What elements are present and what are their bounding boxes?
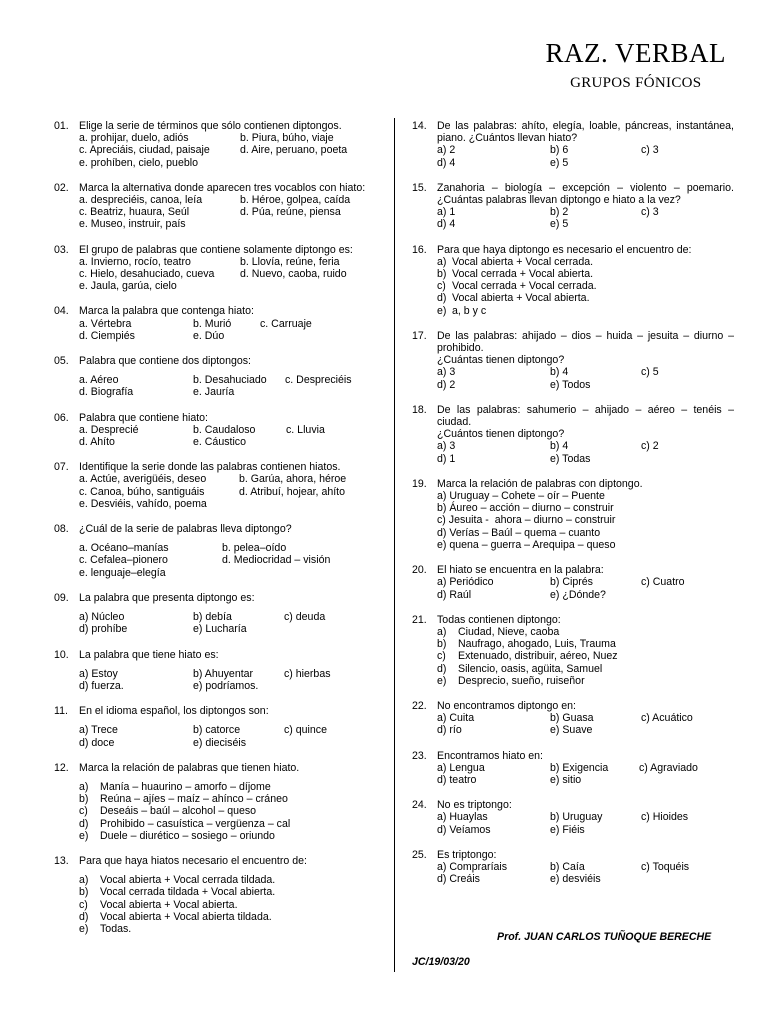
- question-06: [54, 412, 382, 449]
- option-letter: b): [79, 886, 89, 899]
- question-stem: Palabra que contiene dos diptongos:: [79, 355, 251, 368]
- option: a) 3: [437, 366, 456, 379]
- option: a) Cuita: [437, 712, 475, 725]
- option-letter: a): [437, 625, 447, 638]
- option: Vocal abierta + Vocal cerrada tildada.: [100, 874, 276, 887]
- question-number: 20.: [412, 564, 427, 577]
- question-stem: De las palabras: sahumerio – ahijado – aéreo – tenéis – ciudad.: [437, 403, 734, 429]
- option: b) 2: [550, 206, 569, 219]
- option: c. Hielo, desahuciado, cueva: [79, 268, 215, 281]
- option: d. Aire, peruano, poeta: [240, 144, 348, 157]
- question-number: 06.: [54, 411, 69, 424]
- question-17: [412, 330, 734, 391]
- question-number: 14.: [412, 120, 427, 132]
- option: Prohibido – casuística – vergüenza – cal: [100, 817, 291, 830]
- question-09: [54, 592, 382, 636]
- question-number: 02.: [54, 181, 69, 194]
- option: a. Desprecié: [79, 423, 139, 436]
- option: b) Áureo – acción – diurno – construir: [437, 502, 614, 515]
- option: e. Dúo: [193, 329, 225, 342]
- question-15: [412, 182, 734, 231]
- question-number: 03.: [54, 243, 69, 256]
- option: c) 5: [641, 366, 659, 379]
- question-number: 12.: [54, 761, 69, 774]
- question-stem: De las palabras: ahijado – dios – huida – jesuita – diurno – prohibido.: [437, 329, 734, 355]
- option: Deseáis – baúl – alcohol – queso: [100, 805, 257, 818]
- option: d) 1: [437, 452, 456, 465]
- question-13: [54, 855, 382, 935]
- question-07: [54, 461, 382, 510]
- option: c) Acuático: [641, 712, 693, 725]
- option: d) fuerza.: [79, 679, 124, 692]
- question-stem: Identifique la serie donde las palabras contienen hiatos.: [79, 461, 341, 474]
- question-stem: No es triptongo:: [437, 799, 512, 812]
- option-letter: a): [79, 780, 89, 793]
- question-stem: El hiato se encuentra en la palabra:: [437, 564, 604, 577]
- option: a) Periódico: [437, 576, 494, 589]
- left-column: [54, 120, 382, 948]
- option: e) dieciséis: [193, 736, 246, 749]
- question-23: [412, 750, 734, 787]
- option: b) catorce: [193, 724, 241, 737]
- question-number: 07.: [54, 461, 69, 474]
- option: d) Veíamos: [437, 823, 491, 836]
- option: a) Uruguay – Cohete – oír – Puente: [437, 490, 605, 503]
- question-number: 08.: [54, 523, 69, 536]
- question-prompt: ¿Cuántos tienen diptongo?: [437, 428, 565, 441]
- option: a) Trece: [79, 724, 118, 737]
- option: Vocal abierta + Vocal abierta tildada.: [100, 910, 272, 923]
- option: d) Verías – Baúl – quema – cuanto: [437, 526, 601, 539]
- question-stem: En el idioma español, los diptongos son:: [79, 705, 269, 718]
- option: d) 4: [437, 156, 456, 169]
- option-letter: e): [79, 829, 89, 842]
- option-letter: d): [79, 910, 89, 923]
- question-21: [412, 614, 734, 687]
- option: d) prohíbe: [79, 623, 128, 636]
- question-number: 22.: [412, 699, 427, 712]
- option: b) debía: [193, 611, 232, 624]
- question-stem: La palabra que tiene hiato es:: [79, 648, 219, 661]
- option-letter: c): [79, 805, 88, 818]
- option: e) podríamos.: [193, 679, 259, 692]
- option: b) Exigencia: [550, 761, 609, 774]
- option: Desprecio, sueño, ruiseñor: [458, 674, 585, 687]
- question-number: 09.: [54, 591, 69, 604]
- option: a) Compraríais: [437, 860, 508, 873]
- option: e) Todos: [550, 378, 591, 391]
- question-number: 19.: [412, 477, 427, 490]
- option: d. Atribuí, hojear, ahíto: [239, 485, 346, 498]
- document-date: JC/19/03/20: [412, 956, 470, 968]
- author-signature: Prof. JUAN CARLOS TUÑOQUE BERECHE: [497, 931, 712, 943]
- question-25: [412, 849, 734, 886]
- option-letter: c): [79, 898, 88, 911]
- option: c) 2: [641, 440, 659, 453]
- option-letter: c): [437, 650, 446, 663]
- page-subtitle: GRUPOS FÓNICOS: [570, 75, 702, 91]
- option: b. Llovía, reúne, feria: [240, 255, 340, 268]
- option: Duele – diurético – sosiego – oriundo: [100, 829, 275, 842]
- question-stem: Encontramos hiato en:: [437, 749, 543, 762]
- option: b) Guasa: [550, 712, 594, 725]
- option: c) Hioides: [641, 811, 689, 824]
- question-19: [412, 478, 734, 551]
- option: c. Beatriz, huaura, Seúl: [79, 206, 190, 219]
- option: e) Suave: [550, 724, 593, 737]
- option: b. Desahuciado: [193, 374, 267, 387]
- option: d. Mediocridad – visión: [222, 554, 331, 567]
- option-letter: e): [437, 304, 447, 317]
- question-number: 10.: [54, 648, 69, 661]
- question-24: [412, 799, 734, 836]
- option: b) Caía: [550, 860, 585, 873]
- question-02: [54, 182, 382, 231]
- option: c) deuda: [284, 611, 326, 624]
- option: d) 2: [437, 378, 456, 391]
- option: a. Invierno, rocío, teatro: [79, 255, 191, 268]
- question-number: 11.: [54, 705, 68, 718]
- option: c. Lluvia: [286, 423, 325, 436]
- option: e) Todas: [550, 452, 591, 465]
- page-header: [545, 38, 726, 92]
- option: a. prohijar, duelo, adiós: [79, 132, 189, 145]
- option: c) Agraviado: [639, 761, 698, 774]
- question-stem: Marca la alternativa donde aparecen tres vocablos con hiato:: [79, 181, 366, 194]
- option: a. despreciéis, canoa, leía: [79, 194, 203, 207]
- option-letter: d): [79, 817, 89, 830]
- option: d. Ahíto: [79, 436, 115, 449]
- question-stem: Todas contienen diptongo:: [437, 613, 561, 626]
- page-title: RAZ. VERBAL: [545, 38, 726, 68]
- option: c) Cuatro: [641, 576, 685, 589]
- option: e. Jauría: [193, 386, 235, 399]
- option: Ciudad, Nieve, caoba: [458, 625, 560, 638]
- option: a. Océano–manías: [79, 542, 169, 555]
- option: e) Fiéis: [550, 823, 585, 836]
- option: b) 4: [550, 440, 569, 453]
- question-16: [412, 244, 734, 317]
- option-letter: a): [437, 255, 447, 268]
- option: b. Piura, búho, viaje: [240, 132, 334, 145]
- question-number: 15.: [412, 181, 427, 194]
- question-stem: Es triptongo:: [437, 848, 497, 861]
- question-stem: ¿Cuál de la serie de palabras lleva diptongo?: [79, 523, 292, 536]
- option-letter: e): [79, 922, 89, 935]
- option: b) 6: [550, 144, 569, 157]
- option: a. Vértebra: [79, 317, 132, 330]
- option: d. Púa, reúne, piensa: [240, 206, 341, 219]
- question-number: 17.: [412, 329, 427, 342]
- question-20: [412, 564, 734, 601]
- option: Manía – huaurino – amorfo – díjome: [100, 780, 271, 793]
- option: e) 5: [550, 156, 569, 169]
- option: d. Ciempiés: [79, 329, 135, 342]
- option-letter: b): [437, 268, 447, 281]
- option: c. Carruaje: [260, 317, 312, 330]
- option: e) Lucharía: [193, 623, 247, 636]
- column-divider: [394, 118, 395, 972]
- option: b. pelea–oído: [222, 542, 287, 555]
- question-prompt: ¿Cuántas tienen diptongo?: [437, 354, 565, 367]
- option: e) quena – guerra – Arequipa – queso: [437, 538, 616, 551]
- question-stem: Marca la palabra que contenga hiato:: [79, 305, 254, 318]
- option: a. Actúe, averigüéis, deseo: [79, 473, 207, 486]
- option: a, b y c: [452, 304, 487, 317]
- option: e. Museo, instruir, país: [79, 218, 186, 231]
- option: e) sitio: [550, 773, 582, 786]
- option: d) 4: [437, 218, 456, 231]
- option: c) Toquéis: [641, 860, 690, 873]
- option: d) teatro: [437, 773, 477, 786]
- option: a) Núcleo: [79, 611, 125, 624]
- right-column: [412, 120, 734, 898]
- option-letter: b): [79, 793, 89, 806]
- option-letter: d): [437, 292, 447, 305]
- option-letter: e): [437, 674, 447, 687]
- question-stem: El grupo de palabras que contiene solamente diptongo es:: [79, 243, 353, 256]
- option: a) 1: [437, 206, 456, 219]
- option: a) Lengua: [437, 761, 485, 774]
- option: d) Creáis: [437, 873, 480, 886]
- question-10: [54, 649, 382, 693]
- option: c. Apreciáis, ciudad, paisaje: [79, 144, 210, 157]
- option: a) Huaylas: [437, 811, 488, 824]
- question-22: [412, 700, 734, 737]
- question-number: 21.: [412, 613, 427, 626]
- option: Vocal cerrada + Vocal abierta.: [452, 268, 594, 281]
- option: b) 4: [550, 366, 569, 379]
- option: e) ¿Dónde?: [550, 588, 606, 601]
- question-04: [54, 305, 382, 342]
- question-number: 04.: [54, 305, 69, 318]
- option: Vocal cerrada tildada + Vocal abierta.: [100, 886, 276, 899]
- option: d. Nuevo, caoba, ruido: [240, 268, 347, 281]
- question-stem: Elige la serie de términos que sólo contienen diptongos.: [79, 120, 342, 132]
- question-11: [54, 705, 382, 749]
- option: e. Cáustico: [193, 436, 246, 449]
- option: c. Cefalea–pionero: [79, 554, 168, 567]
- option: b) Uruguay: [550, 811, 603, 824]
- question-18: [412, 404, 734, 465]
- option: d) Raúl: [437, 588, 472, 601]
- question-03: [54, 244, 382, 293]
- option: e. prohíben, cielo, pueblo: [79, 156, 198, 169]
- question-number: 16.: [412, 243, 427, 256]
- option: Vocal abierta + Vocal abierta.: [100, 898, 238, 911]
- option: a. Aéreo: [79, 374, 119, 387]
- option: b. Caudaloso: [193, 423, 256, 436]
- option: c) quince: [284, 724, 327, 737]
- option: b. Garúa, ahora, héroe: [239, 473, 347, 486]
- question-stem: Para que haya diptongo es necesario el encuentro de:: [437, 243, 692, 256]
- question-number: 13.: [54, 854, 69, 867]
- option: e. lenguaje–elegía: [79, 566, 166, 579]
- option: a) 3: [437, 440, 456, 453]
- option: e. Jaula, garúa, cielo: [79, 280, 177, 293]
- question-12: [54, 762, 382, 842]
- option: Reúna – ajíes – maíz – ahínco – cráneo: [100, 793, 288, 806]
- option: c) 3: [641, 144, 659, 157]
- option: c) Jesuita - ahora – diurno – construir: [437, 514, 616, 527]
- question-stem: De las palabras: ahíto, elegía, loable, páncreas, instantánea, piano. ¿Cuántos llevan hiato?: [437, 120, 734, 145]
- option: b. Murió: [193, 317, 232, 330]
- option: b) Ciprés: [550, 576, 593, 589]
- option: Vocal abierta + Vocal cerrada.: [452, 255, 594, 268]
- option: e) desviéis: [550, 873, 601, 886]
- option: Silencio, oasis, agüita, Samuel: [458, 662, 603, 675]
- option: a) Estoy: [79, 667, 118, 680]
- option: Naufrago, ahogado, Luis, Trauma: [458, 638, 616, 651]
- option: c. Despreciéis: [285, 374, 352, 387]
- question-number: 23.: [412, 749, 427, 762]
- question-stem: La palabra que presenta diptongo es:: [79, 591, 255, 604]
- question-number: 05.: [54, 355, 69, 368]
- question-08: [54, 523, 382, 579]
- option: b. Héroe, golpea, caída: [240, 194, 351, 207]
- question-number: 01.: [54, 120, 69, 132]
- question-05: [54, 355, 382, 399]
- question-14: [412, 120, 734, 169]
- option: b) Ahuyentar: [193, 667, 254, 680]
- question-number: 25.: [412, 848, 427, 861]
- option: d) doce: [79, 736, 115, 749]
- question-stem: No encontramos diptongo en:: [437, 699, 576, 712]
- option: c) hierbas: [284, 667, 331, 680]
- option-letter: c): [437, 280, 446, 293]
- question-stem: Palabra que contiene hiato:: [79, 411, 208, 424]
- option-letter: d): [437, 662, 447, 675]
- question-number: 18.: [412, 403, 427, 416]
- option: Extenuado, distribuir, aéreo, Nuez: [458, 650, 618, 663]
- option-letter: a): [79, 874, 89, 887]
- option: d) río: [437, 724, 462, 737]
- option: d. Biografía: [79, 386, 134, 399]
- question-01: [54, 120, 382, 169]
- option: e. Desviéis, vahído, poema: [79, 497, 207, 510]
- option: Todas.: [100, 922, 132, 935]
- option: c) 3: [641, 206, 659, 219]
- question-stem: Zanahoria – biología – excepción – violento – poemario. ¿Cuántas palabras llevan diptongo e hiato a la vez?: [437, 181, 734, 207]
- option: e) 5: [550, 218, 569, 231]
- option: Vocal abierta + Vocal abierta.: [452, 292, 590, 305]
- option: c. Canoa, búho, santiguáis: [79, 485, 205, 498]
- option-letter: b): [437, 638, 447, 651]
- option: a) 2: [437, 144, 456, 157]
- question-stem: Para que haya hiatos necesario el encuentro de:: [79, 854, 307, 867]
- question-number: 24.: [412, 799, 427, 812]
- option: Vocal cerrada + Vocal cerrada.: [452, 280, 597, 293]
- question-stem: Marca la relación de palabras con diptongo.: [437, 477, 643, 490]
- question-stem: Marca la relación de palabras que tienen hiato.: [79, 761, 300, 774]
